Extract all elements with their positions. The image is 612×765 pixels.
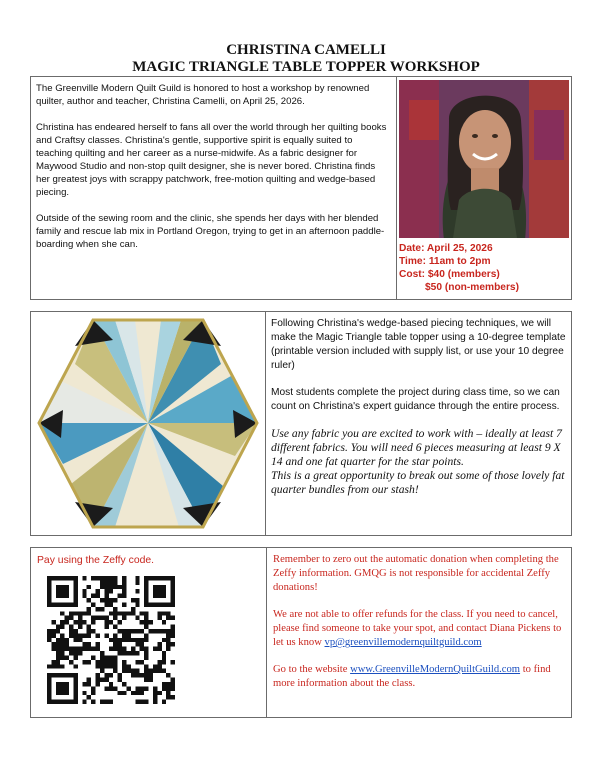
payment-text	[273, 553, 567, 704]
bio-text	[36, 82, 390, 264]
bio-section	[30, 76, 572, 300]
payment-section	[30, 547, 572, 718]
website-note	[273, 663, 567, 691]
event-cost-members: Cost: $40 (members)	[399, 269, 500, 280]
project-stash-note: This is a great opportunity to break out some of those lovely fat quarter bundles from our stash!	[271, 469, 565, 496]
project-paragraph-2: Most students complete the project during class time, so we can count on Christina's expert guidance through the entire process.	[271, 387, 560, 412]
project-fabric-note: Use any fabric you are excited to work with – ideally at least 7 different fabrics. You will need 6 pieces measuring at least 9 X 14 and one fat quarter for the star points.	[271, 427, 562, 468]
page-title-workshop: MAGIC TRIANGLE TABLE TOPPER WORKSHOP	[132, 59, 480, 75]
project-text	[271, 317, 567, 497]
event-cost-nonmembers: $50 (non-members)	[425, 282, 519, 293]
bio-paragraph-1: The Greenville Modern Quilt Guild is honored to host a workshop by renowned quilter, author and teacher, Christina Camelli, on April 25, 2026.	[36, 83, 370, 107]
page-title-name: CHRISTINA CAMELLI	[226, 42, 386, 58]
instructor-photo	[399, 80, 569, 238]
project-section	[30, 311, 572, 536]
refund-note	[273, 608, 567, 650]
donation-note: Remember to zero out the automatic donation when completing the Zeffy information. GMQG is not responsible for accidental Zeffy donations!	[273, 554, 559, 593]
pay-label: Pay using the Zeffy code.	[37, 555, 155, 566]
website-note-pre: Go to the website	[273, 664, 348, 675]
zeffy-qr-code[interactable]	[47, 576, 175, 704]
email-link[interactable]: vp@greenvillemodernquiltguild.com	[324, 637, 482, 648]
column-divider	[266, 548, 267, 717]
column-divider	[396, 77, 397, 299]
event-time: Time: 11am to 2pm	[399, 256, 491, 267]
bio-paragraph-3: Outside of the sewing room and the clinic, she spends her days with her blended family and rescue lab mix in Portland Oregon, trying to get in an afternoon paddle-boarding when she can.	[36, 213, 385, 250]
bio-paragraph-2: Christina has endeared herself to fans all over the world through her quilting books and Craftsy classes. Christina's gentle, supportive spirit is equally suited to teaching quilting and her career as a nurse-midwife. As a fabric designer for Maywood Studio and non-stop quilt designer, she is never bored. Christina finds her greatest joys with scrappy patchwork, free-motion quilting and wedge-based piecing.	[36, 122, 387, 198]
column-divider	[265, 312, 266, 535]
project-paragraph-1: Following Christina's wedge-based piecing techniques, we will make the Magic Triangle table topper using a 10-degree template (printable version included with supply list, or use your 10 degree ruler)	[271, 318, 566, 371]
event-date: Date: April 25, 2026	[399, 243, 493, 254]
refund-note-text: We are not able to offer refunds for the class. If you need to cancel, please find someone to take your spot, and contact Diana Pickens to let us know	[273, 609, 562, 648]
event-details	[399, 242, 571, 294]
website-link[interactable]: www.GreenvilleModernQuiltGuild.com	[350, 664, 521, 675]
quilt-image	[35, 316, 261, 531]
website-note-post: to find more information about the class.	[273, 664, 551, 689]
